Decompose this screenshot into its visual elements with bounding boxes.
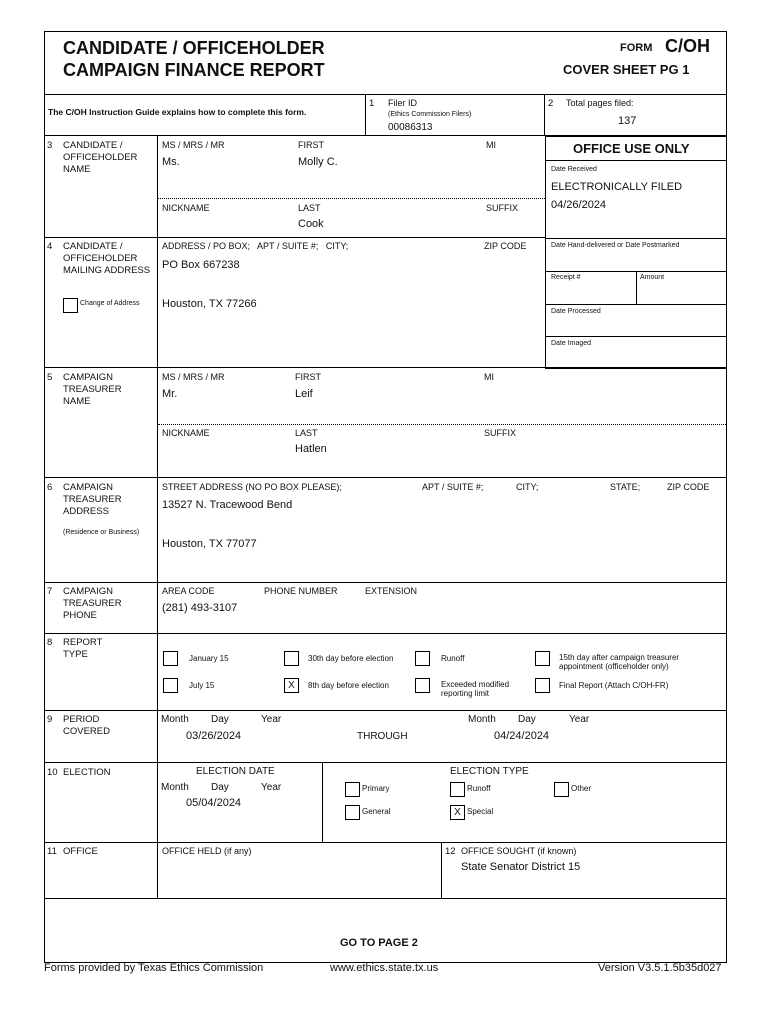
election-primary-label: Primary: [362, 784, 390, 793]
report-type-july-15-checkbox[interactable]: [163, 678, 178, 693]
s3-suffix-label: SUFFIX: [486, 203, 519, 213]
s11-label: OFFICE: [63, 846, 98, 857]
election-primary-checkbox[interactable]: [345, 782, 360, 797]
s10-day-label: Day: [211, 782, 229, 793]
footer-url: www.ethics.state.tx.us: [330, 962, 439, 974]
footer-version: Version V3.5.1.5b35d027: [598, 962, 722, 974]
filer-sublabel: (Ethics Commission Filers): [388, 111, 472, 118]
s3-mi-label: MI: [486, 140, 496, 150]
s3-label: CANDIDATE / OFFICEHOLDER NAME: [63, 140, 138, 175]
treasurer-first: Leif: [295, 388, 313, 400]
report-type-30th-day-label: 30th day before election: [308, 654, 394, 663]
s6-zip-label: ZIP CODE: [667, 482, 710, 492]
s9-to-year-label: Year: [569, 714, 590, 725]
office-sought-label: OFFICE SOUGHT (if known): [461, 846, 577, 856]
s7-area-label: AREA CODE: [162, 586, 215, 596]
s7-num: 7: [47, 586, 53, 597]
candidate-last: Cook: [298, 218, 324, 230]
report-type-exceeded-checkbox[interactable]: [415, 678, 430, 693]
s9-from-day-label: Day: [211, 714, 229, 725]
filer-num: 1: [369, 98, 375, 109]
s5-suffix-label: SUFFIX: [484, 428, 517, 438]
report-type-january-15-label: January 15: [189, 654, 229, 663]
report-type-8th-day-checkbox[interactable]: X: [284, 678, 299, 693]
processed-label: Date Processed: [551, 308, 601, 315]
report-type-july-15-label: July 15: [189, 681, 215, 690]
office-use-title: OFFICE USE ONLY: [573, 141, 690, 156]
treasurer-address-line1: 13527 N. Tracewood Bend: [162, 499, 293, 511]
election-general-checkbox[interactable]: [345, 805, 360, 820]
change-of-address-checkbox[interactable]: [63, 298, 78, 313]
s8-label: REPORT TYPE: [63, 637, 103, 660]
s5-nickname-label: NICKNAME: [162, 428, 210, 438]
hand-delivered-label: Date Hand-delivered or Date Postmarked: [551, 242, 680, 249]
go-to-page-2: GO TO PAGE 2: [340, 937, 418, 949]
s9-to-month-label: Month: [468, 714, 496, 725]
candidate-prefix: Ms.: [162, 156, 180, 168]
s5-first-label: FIRST: [295, 372, 321, 382]
s5-mi-label: MI: [484, 372, 494, 382]
receipt-label: Receipt #: [551, 274, 581, 281]
s6-apt-label: APT / SUITE #;: [422, 482, 484, 492]
treasurer-prefix: Mr.: [162, 388, 178, 400]
imaged-label: Date Imaged: [551, 340, 592, 347]
change-of-address-label: Change of Address: [80, 300, 140, 307]
footer-provider: Forms provided by Texas Ethics Commission: [44, 962, 264, 974]
s3-nickname-label: NICKNAME: [162, 203, 210, 213]
s7-ext-label: EXTENSION: [365, 586, 418, 596]
s10-year-label: Year: [261, 782, 282, 793]
s9-num: 9: [47, 714, 53, 725]
election-runoff-checkbox[interactable]: [450, 782, 465, 797]
election-special-checkbox[interactable]: X: [450, 805, 465, 820]
filer-label: Filer ID: [388, 98, 417, 108]
s3-last-label: LAST: [298, 203, 321, 213]
period-to: 04/24/2024: [494, 730, 550, 742]
office-held-label: OFFICE HELD (if any): [162, 846, 252, 856]
s5-prefix-label: MS / MRS / MR: [162, 372, 225, 382]
s5-last-label: LAST: [295, 428, 318, 438]
s10-label: ELECTION: [63, 767, 111, 778]
report-type-final-checkbox[interactable]: [535, 678, 550, 693]
candidate-address-line2: Houston, TX 77266: [162, 298, 257, 310]
s6-city-label: CITY;: [516, 482, 539, 492]
election-runoff-label: Runoff: [467, 784, 491, 793]
election-other-checkbox[interactable]: [554, 782, 569, 797]
filer-id-value: 00086313: [388, 122, 433, 133]
s9-from-month-label: Month: [161, 714, 189, 725]
pages-value: 137: [618, 115, 637, 127]
report-type-runoff-label: Runoff: [441, 654, 465, 663]
s3-prefix-label: MS / MRS / MR: [162, 140, 225, 150]
form-word: FORM: [620, 42, 653, 54]
election-special-label: Special: [467, 807, 494, 816]
form-title-line1: CANDIDATE / OFFICEHOLDER: [63, 38, 325, 58]
s9-label: PERIOD COVERED: [63, 714, 110, 737]
s4-label: CANDIDATE / OFFICEHOLDER MAILING ADDRESS: [63, 241, 151, 276]
candidate-address-line1: PO Box 667238: [162, 259, 240, 271]
filed-status: ELECTRONICALLY FILED: [551, 181, 683, 193]
treasurer-phone: (281) 493-3107: [162, 602, 238, 614]
s3-first-label: FIRST: [298, 140, 324, 150]
s4-num: 4: [47, 241, 53, 252]
s8-num: 8: [47, 637, 53, 648]
s5-num: 5: [47, 372, 53, 383]
s6-sublabel: (Residence or Business): [63, 529, 140, 536]
s10-num: 10: [47, 767, 58, 778]
s6-street-label: STREET ADDRESS (NO PO BOX PLEASE);: [162, 482, 342, 492]
report-type-final-label: Final Report (Attach C/OH-FR): [559, 681, 669, 690]
filed-date: 04/26/2024: [551, 199, 607, 211]
report-type-15th-day-checkbox[interactable]: [535, 651, 550, 666]
pages-num: 2: [548, 98, 554, 109]
report-type-30th-day-checkbox[interactable]: [284, 651, 299, 666]
s10-month-label: Month: [161, 782, 189, 793]
report-type-15th-day-label: 15th day after campaign treasurer appointment (officeholder only): [559, 653, 680, 671]
s6-label: CAMPAIGN TREASURER ADDRESS: [63, 482, 122, 517]
s3-num: 3: [47, 140, 53, 151]
s4-address-label: ADDRESS / PO BOX; APT / SUITE #; CITY;: [162, 241, 349, 251]
amount-label: Amount: [640, 274, 665, 281]
report-type-exceeded-label: Exceeded modified reporting limit: [441, 680, 510, 698]
office-sought-value: State Senator District 15: [461, 861, 581, 873]
form-code: C/OH: [665, 36, 710, 56]
election-general-label: General: [362, 807, 391, 816]
election-type-label: ELECTION TYPE: [450, 766, 529, 777]
s4-zip-label: ZIP CODE: [484, 241, 527, 251]
cover-sheet-label: COVER SHEET PG 1: [563, 62, 690, 77]
instruction-text: The C/OH Instruction Guide explains how to complete this form.: [48, 107, 307, 117]
s6-state-label: STATE;: [610, 482, 641, 492]
s6-num: 6: [47, 482, 53, 493]
form-title-line2: CAMPAIGN FINANCE REPORT: [63, 60, 325, 80]
date-received-label: Date Received: [551, 166, 597, 173]
s7-phone-label: PHONE NUMBER: [264, 586, 338, 596]
election-date-label: ELECTION DATE: [196, 766, 275, 777]
pages-label: Total pages filed:: [566, 98, 634, 108]
through-label: THROUGH: [357, 731, 408, 742]
period-from: 03/26/2024: [186, 730, 242, 742]
report-type-8th-day-label: 8th day before election: [308, 681, 389, 690]
report-type-january-15-checkbox[interactable]: [163, 651, 178, 666]
election-date-value: 05/04/2024: [186, 797, 242, 809]
s11-num: 11: [47, 846, 57, 857]
s5-label: CAMPAIGN TREASURER NAME: [63, 372, 122, 407]
s12-num: 12: [445, 846, 456, 857]
election-other-label: Other: [571, 784, 592, 793]
s9-from-year-label: Year: [261, 714, 282, 725]
s7-label: CAMPAIGN TREASURER PHONE: [63, 586, 122, 621]
treasurer-last: Hatlen: [295, 443, 327, 455]
report-type-runoff-checkbox[interactable]: [415, 651, 430, 666]
s9-to-day-label: Day: [518, 714, 536, 725]
candidate-first: Molly C.: [298, 156, 338, 168]
treasurer-address-line2: Houston, TX 77077: [162, 538, 257, 550]
